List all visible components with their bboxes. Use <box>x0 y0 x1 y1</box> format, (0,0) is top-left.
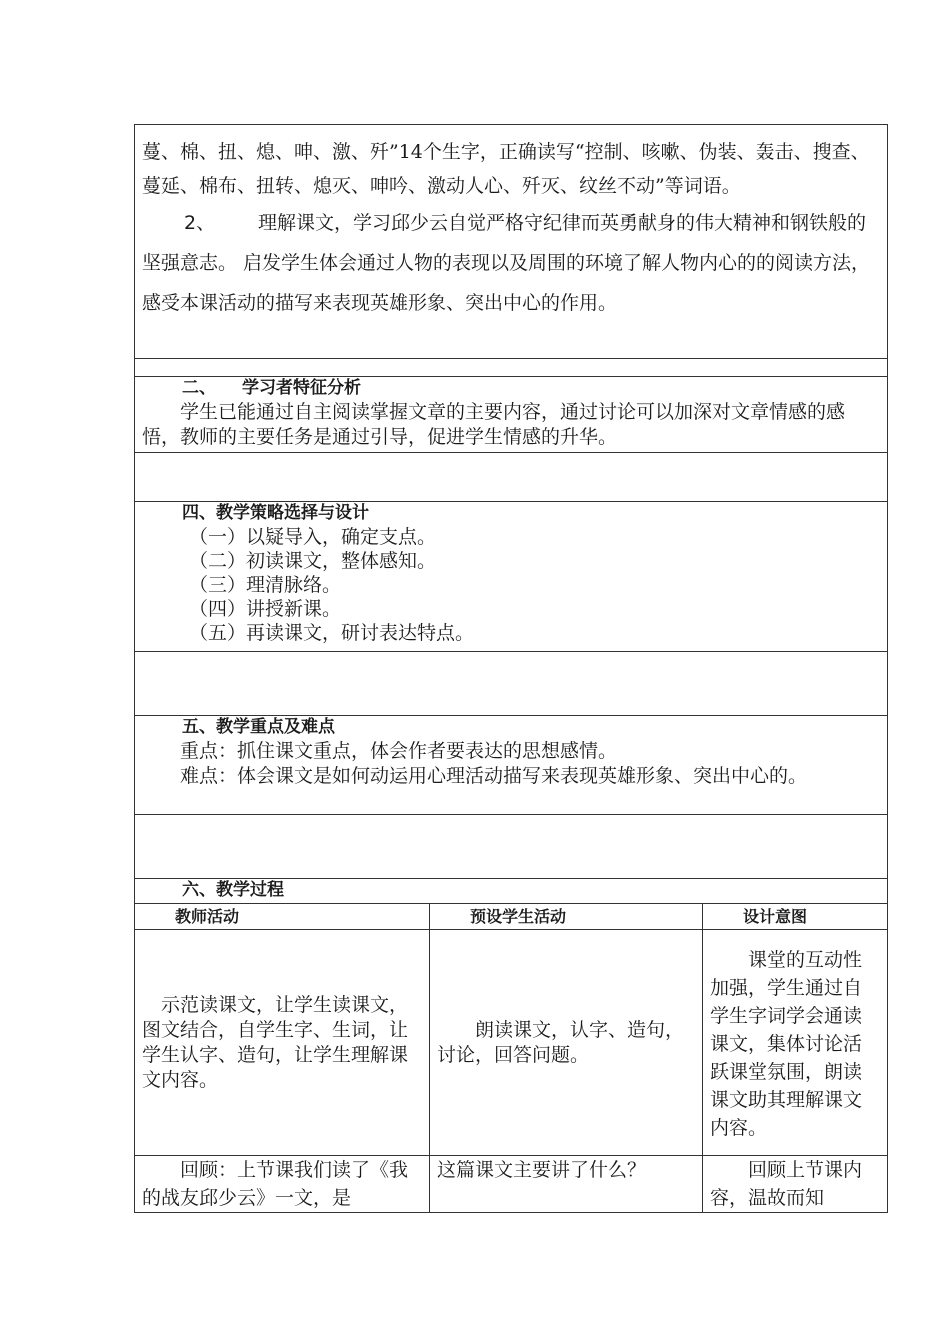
learner-heading-title: 学习者特征分析 <box>242 378 361 398</box>
learner-row <box>135 377 888 453</box>
process-header-row <box>135 904 888 930</box>
learner-text: 学生已能通过自主阅读掌握文章的主要内容，通过讨论可以加深对文章情感的感悟，教师的主要任务是通过引导，促进学生情感的升华。 <box>142 401 846 448</box>
learner-cell <box>135 377 888 453</box>
spacer-row-2 <box>135 453 888 502</box>
strategy-heading: 四、教学策略选择与设计 <box>182 503 369 523</box>
objectives-item2-number: 2、 <box>184 212 216 234</box>
row1-teacher: 示范读课文，让学生读课文，图文结合，自学生字、生词，让学生认字、造句，让学生理解课文内容。 <box>135 930 430 1156</box>
objectives-line1: 蔓、棉、扭、熄、呻、激、歼”14个生字，正确读写“控制、咳嗽、伪装、轰击、搜查、蔓延、棉布、扭转、熄灭、呻吟、激动人心、歼灭、纹丝不动”等词语。 <box>142 141 870 197</box>
keypoints-focus: 重点：抓住课文重点，体会作者要表达的思想感情。 <box>180 740 618 762</box>
row2-intent: 回顾上节课内容，温故而知 <box>703 1156 888 1213</box>
process-title-cell <box>135 879 888 904</box>
table-row <box>135 930 888 1156</box>
strategy-item-2: （二）初读课文，整体感知。 <box>189 550 437 572</box>
strategy-row <box>135 502 888 652</box>
keypoints-cell <box>135 716 888 815</box>
lesson-plan-page <box>134 124 887 1213</box>
objectives-row <box>135 125 888 359</box>
table-row <box>135 1156 888 1213</box>
strategy-item-5: （五）再读课文，研讨表达特点。 <box>189 622 475 644</box>
header-design-intent: 设计意图 <box>703 904 888 930</box>
objectives-item2 <box>142 203 880 323</box>
learner-heading <box>142 377 880 400</box>
spacer-row-4 <box>135 815 888 879</box>
header-teacher-activity: 教师活动 <box>135 904 430 930</box>
row2-teacher: 回顾：上节课我们读了《我的战友邱少云》一文，是 <box>135 1156 430 1213</box>
row2-student: 这篇课文主要讲了什么？ <box>430 1156 703 1213</box>
strategy-item-1: （一）以疑导入，确定支点。 <box>189 526 437 548</box>
row1-student: 朗读课文，认字、造句，讨论，回答问题。 <box>430 930 703 1156</box>
objectives-cell <box>135 125 888 359</box>
spacer-row-1 <box>135 359 888 377</box>
process-heading: 六、教学过程 <box>182 880 284 900</box>
keypoints-heading: 五、教学重点及难点 <box>182 717 335 737</box>
keypoints-difficulty: 难点：体会课文是如何动运用心理活动描写来表现英雄形象、突出中心的。 <box>180 765 808 787</box>
process-title-row <box>135 879 888 904</box>
learner-heading-number: 二、 <box>182 378 216 398</box>
keypoints-row <box>135 716 888 815</box>
objectives-item2-text: 理解课文，学习邱少云自觉严格守纪律而英勇献身的伟大精神和钢铁般的坚强意志。 启发学生体会通过人物的表现以及周围的环境了解人物内心的的阅读方法，感受本课活动的描写来表现英雄形象、突出中心的作用。 <box>142 212 871 314</box>
strategy-item-4: （四）讲授新课。 <box>189 598 342 620</box>
header-student-activity: 预设学生活动 <box>430 904 703 930</box>
lesson-plan-table <box>134 124 888 1213</box>
strategy-cell <box>135 502 888 652</box>
spacer-row-3 <box>135 652 888 716</box>
row1-intent: 课堂的互动性加强，学生通过自学生字词学会通读课文，集体讨论活跃课堂氛围，朗读课文助其理解课文内容。 <box>703 930 888 1156</box>
strategy-item-3: （三）理清脉络。 <box>189 574 342 596</box>
